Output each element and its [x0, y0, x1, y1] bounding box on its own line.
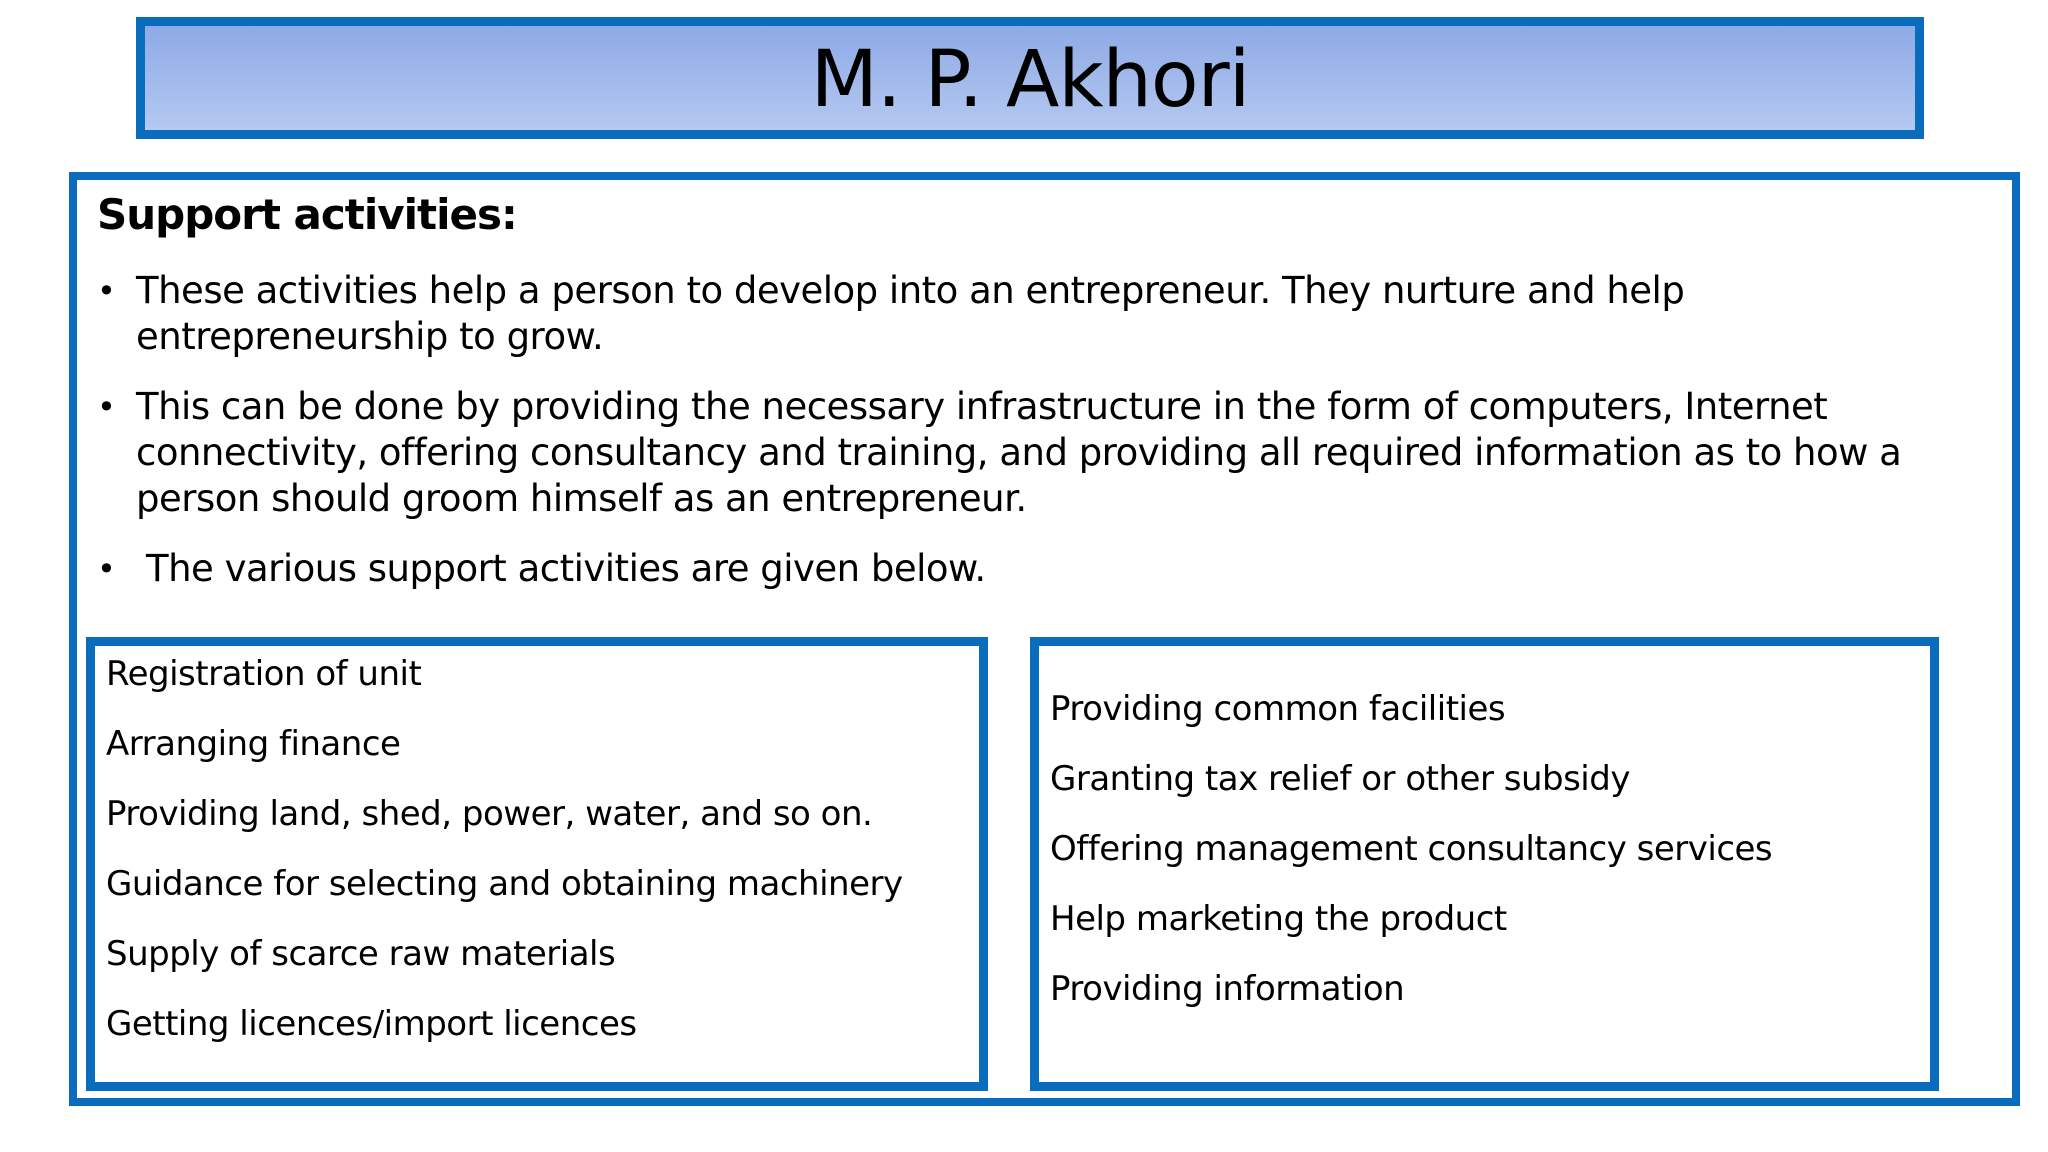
bullet-icon: • [97, 388, 116, 426]
list-item: Providing common facilities [1050, 689, 1506, 729]
list-item: Registration of unit [106, 654, 422, 694]
list-item: Providing information [1050, 969, 1405, 1009]
list-item: Providing land, shed, power, water, and so on. [106, 794, 873, 834]
section-heading: Support activities: [97, 190, 517, 239]
list-item: Arranging finance [106, 724, 401, 764]
bullet-icon: • [97, 272, 116, 310]
bullet-list [97, 268, 2007, 616]
support-activities-box-left [86, 637, 988, 1091]
page-title: M. P. Akhori [810, 35, 1250, 125]
list-item: Help marketing the product [1050, 899, 1507, 939]
support-activities-list-left [106, 654, 903, 1074]
bullet-item [97, 268, 2007, 360]
list-item: Getting licences/import licences [106, 1004, 637, 1044]
list-item: Supply of scarce raw materials [106, 934, 616, 974]
support-activities-box-right [1030, 637, 1939, 1091]
title-banner [136, 17, 1924, 139]
list-item: Granting tax relief or other subsidy [1050, 759, 1630, 799]
bullet-text: This can be done by providing the necessary infrastructure in the form of computers, Internet connectivity, offering consultancy and training, and providing all required information as to how a person should groom himself as an entrepreneur. [136, 385, 1902, 520]
list-item: Guidance for selecting and obtaining machinery [106, 864, 903, 904]
bullet-text: These activities help a person to develop into an entrepreneur. They nurture and help entrepreneurship to grow. [136, 269, 1685, 358]
support-activities-list-right [1050, 689, 1772, 1039]
bullet-icon: • [97, 550, 116, 588]
bullet-text: The various support activities are given below. [146, 547, 986, 590]
list-item: Offering management consultancy services [1050, 829, 1773, 869]
bullet-item [97, 384, 2007, 522]
bullet-item [97, 546, 2007, 592]
